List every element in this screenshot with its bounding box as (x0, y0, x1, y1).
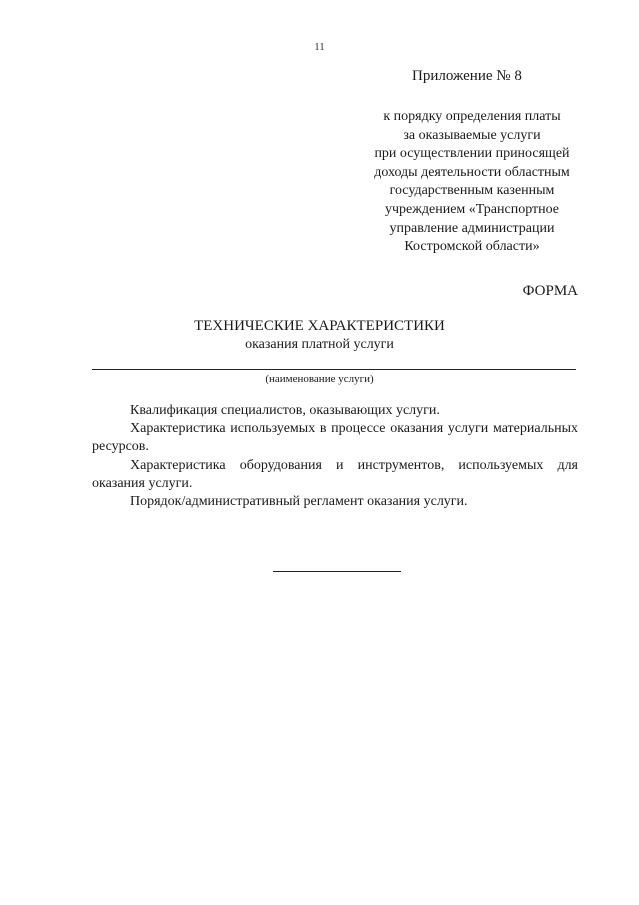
paragraph: Порядок/административный регламент оказания услуги. (130, 494, 468, 510)
form-label: ФОРМА (522, 283, 578, 299)
appendix-line: управление администрации (389, 220, 555, 236)
document-title: ТЕХНИЧЕСКИЕ ХАРАКТЕРИСТИКИ (194, 318, 445, 334)
service-name-caption: (наименование услуги) (265, 373, 374, 385)
paragraph: Характеристика оборудования и инструментов, используемых для оказания услуги. (92, 457, 578, 491)
appendix-line: за оказываемые услуги (403, 127, 541, 143)
document-subtitle: оказания платной услуги (245, 337, 394, 352)
appendix-reference (352, 108, 592, 257)
appendix-line: к порядку определения платы (383, 109, 561, 124)
appendix-line: при осуществлении приносящей (374, 146, 570, 162)
appendix-line: учреждением «Транспортное (384, 201, 560, 217)
paragraph: Квалификация специалистов, оказывающих услуги. (130, 403, 440, 418)
appendix-line: доходы деятельности областным (374, 164, 570, 180)
body-text (92, 402, 578, 511)
appendix-title: Приложение № 8 (412, 68, 522, 84)
service-name-line (92, 369, 576, 370)
appendix-line: государственным казенным (389, 183, 555, 199)
page-number: 11 (314, 41, 325, 53)
appendix-line: Костромской области» (404, 239, 540, 255)
paragraph: Характеристика используемых в процессе оказания услуги материальных ресурсов. (92, 421, 578, 455)
end-divider (273, 571, 401, 572)
